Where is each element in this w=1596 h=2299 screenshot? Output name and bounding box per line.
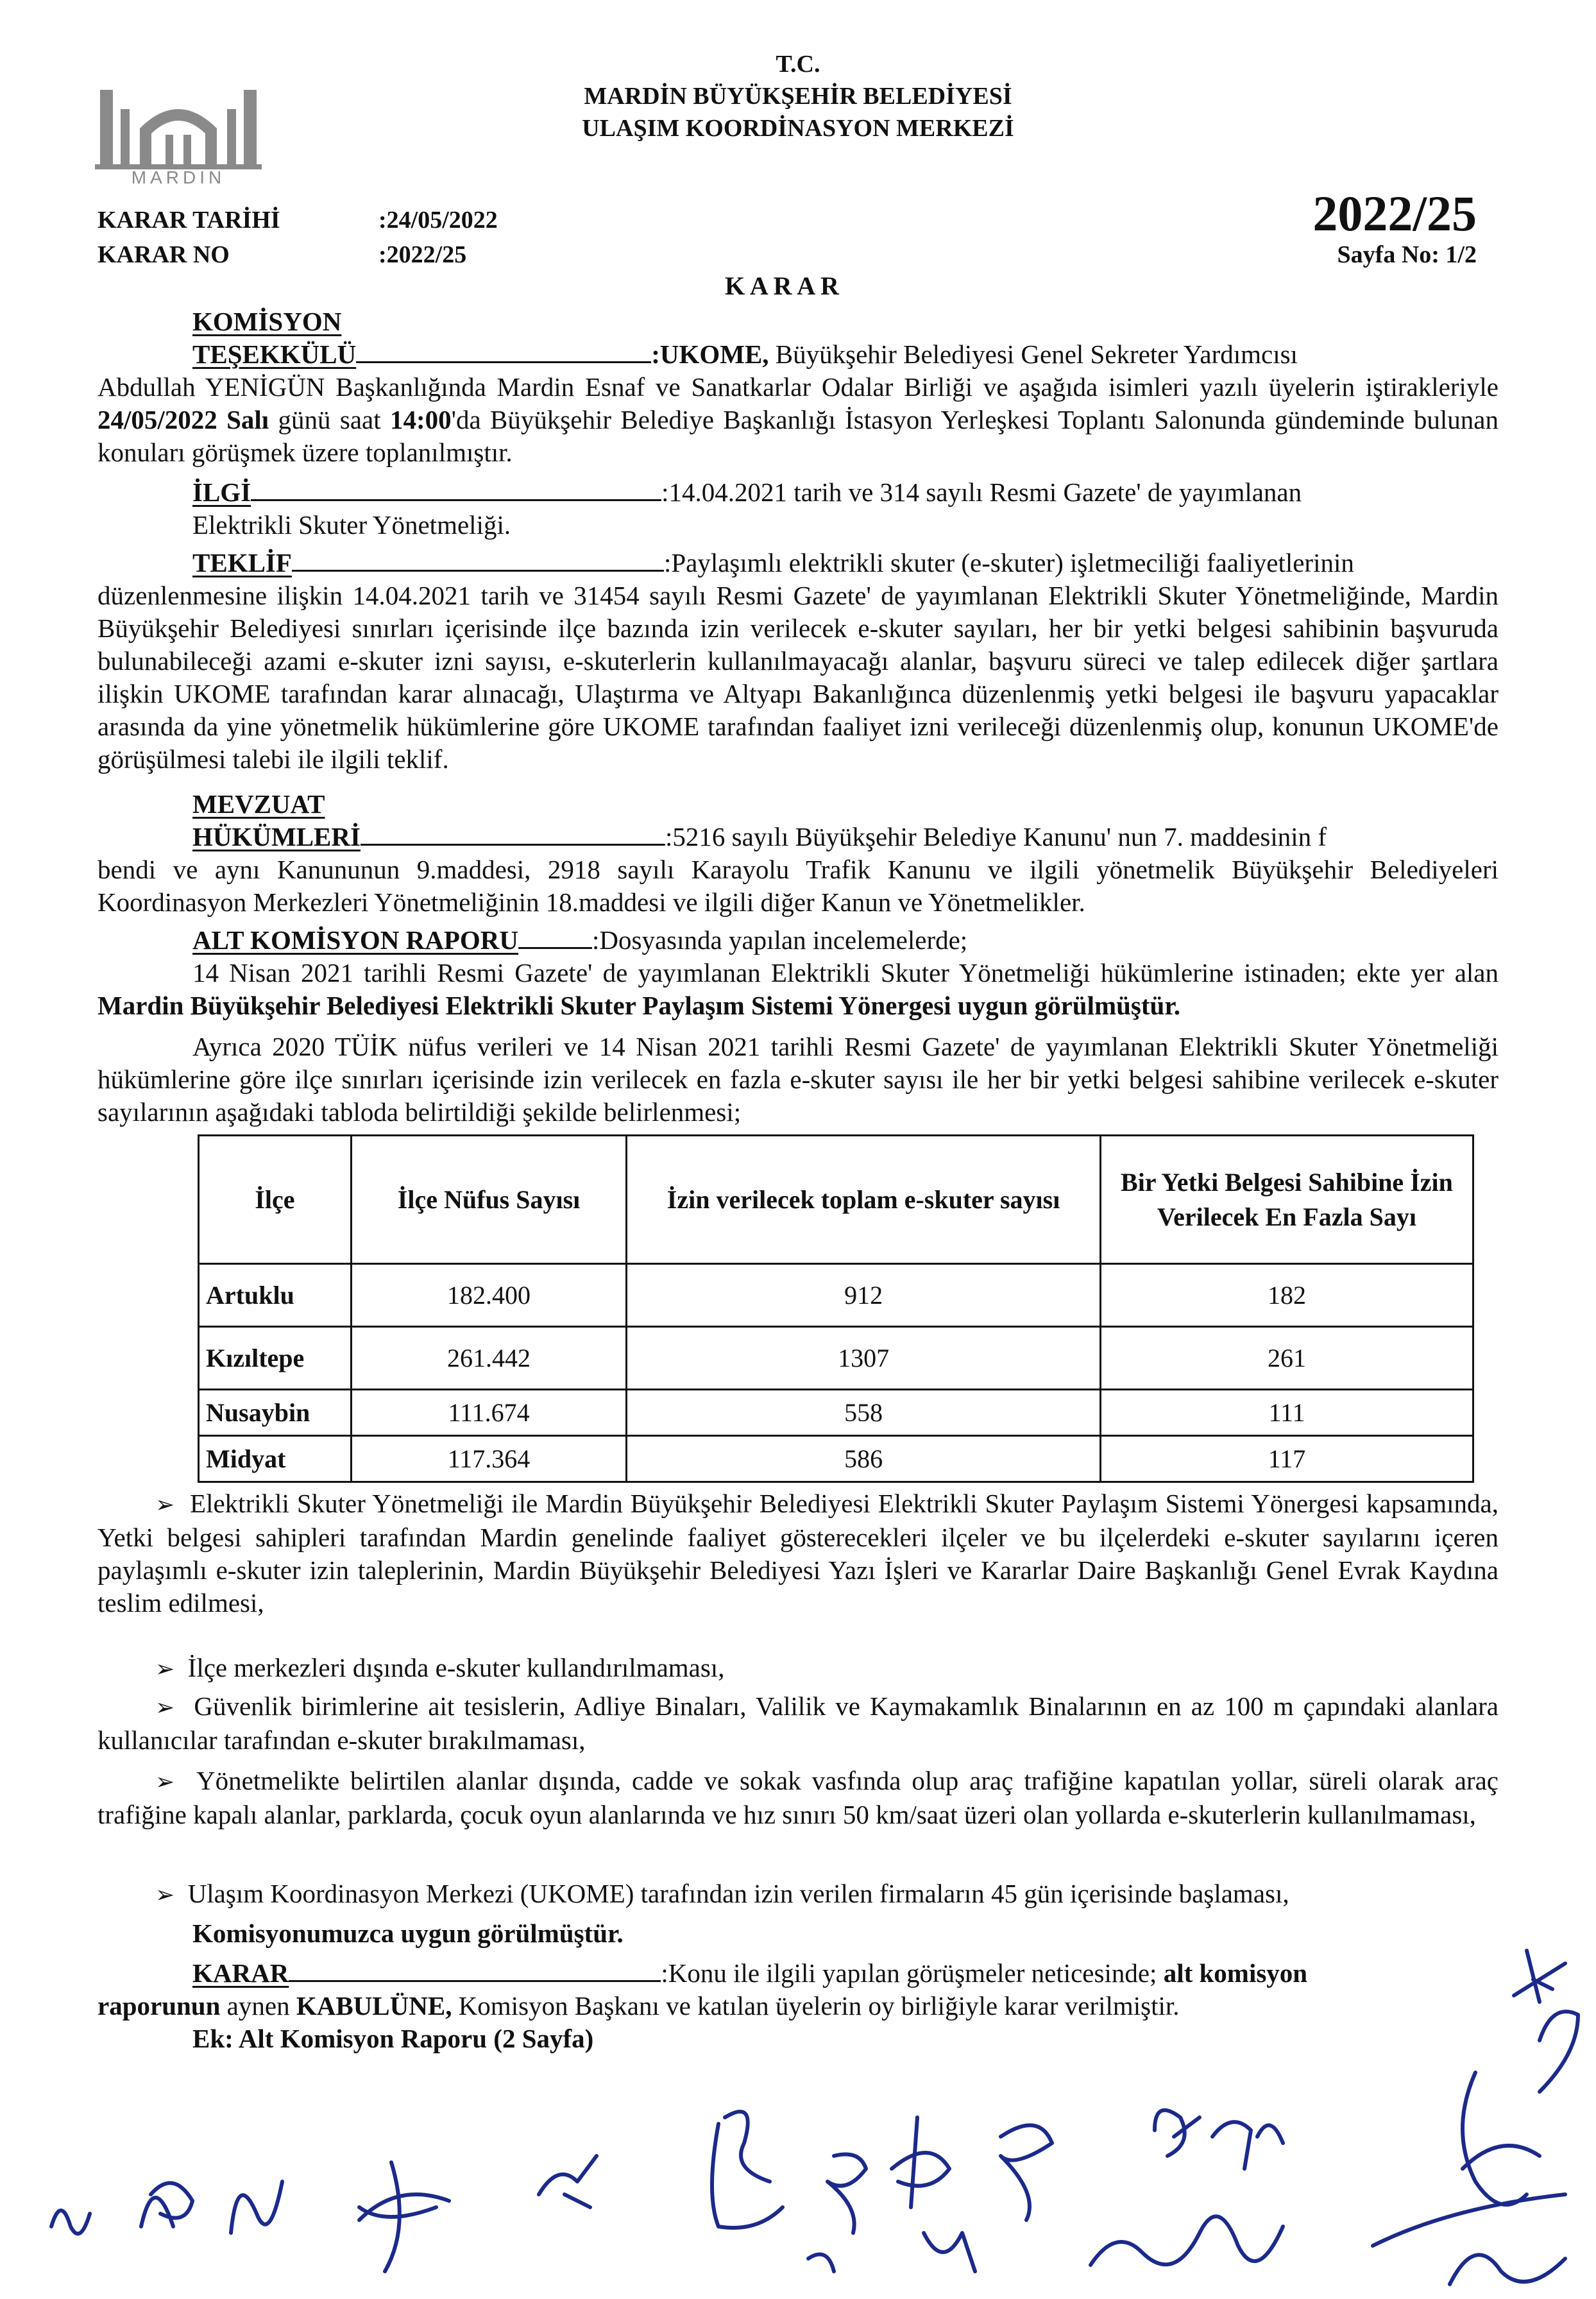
alt-komisyon-paragraph-2: Ayrıca 2020 TÜİK nüfus verileri ve 14 Nisan 2021 tarihli Resmi Gazete' de yayımlanan Elektrikli Skuter Yönetmeliği hükümlerine göre ilçe sınırları içerisinde izin verilecek en fazla e-skuter sayısı ile her bir yetki belgesi sahibine verilecek e-skuter sayılarının aşağıdaki tabloda belirtildiği şekilde belirlenmesi; [98,1032,1498,1127]
table-cell: Midyat [199,1436,352,1482]
signature-mark [808,2155,866,2272]
table-cell: 912 [627,1264,1101,1327]
signature-mark [1155,2110,1283,2169]
table-row [199,1264,1473,1327]
signature-mark [892,2117,975,2271]
arrow-bullet-icon: ➢ [155,1695,175,1721]
table-header-row [199,1136,1473,1264]
mevzuat-paragraph: bendi ve aynı Kanununun 9.maddesi, 2918 sayılı Karayolu Trafik Kanunu ve ilgili yönetmelik Büyükşehir Belediyeleri Koordinasyon Merkezleri Yönetmeliğinin 18.maddesi ve ilgili diğer Kanun ve Yönetmelikler. [98,855,1498,917]
signature-mark [1373,2194,1565,2284]
e-scooter-table [198,1134,1474,1483]
table-cell: 182.400 [351,1264,626,1327]
mevzuat-label-1: MEVZUAT [192,789,325,819]
signature-mark [1091,2216,1283,2265]
document-title: K A R A R [725,271,839,300]
table-cell: 261.442 [351,1327,626,1390]
signature-mark [231,2182,282,2233]
table-cell: 182 [1100,1264,1473,1327]
arrow-bullet-icon: ➢ [155,1656,175,1682]
signature-mark [1463,2012,1578,2205]
karar-line: KARAR :Konu ile ilgili yapılan görüşmeler neticesinde; alt komisyon [192,1958,1308,1988]
teklif-paragraph: düzenlenmesine ilişkin 14.04.2021 tarih ve 31454 sayılı Resmi Gazete' de yayımlanan Elektrikli Skuter Yönetmeliğinde, Mardin Büyükşehir Belediyesi sınırları içerisinde ilçe bazında izin verilecek e-skuter sayıları, her bir yetki belgesi sahibinin başvuruda bulunabileceği azami e-skuter izni sayısı, e-skuterlerin kullanılmayacağı alanlar, başvuru süreci ve talep edilecek diğer şartlara ilişkin UKOME tarafından karar alınacağı, Ulaştırma ve Altyapı Bakanlığınca düzenlenmiş yetki belgesi ile başvuru yapacaklar arasında da yine yönetmelik hükümlerine göre UKOME tarafından faaliyet izni verileceği düzenlenmiş olup, konunun UKOME'de görüşülmesi talebi ile ilgili teklif. [98,581,1498,774]
bullet-item: ➢ Yönetmelikte belirtilen alanlar dışında, cadde ve sokak vasfında olup araç trafiğine kapatılan yollar, süreli olarak araç trafiğine kapalı alanlar, parklarda, çocuk oyun alanlarında ve hız sınırı 50 km/saat üzeri olan yollarda e-skuterlerin kullanılmaması, [98,1766,1499,1829]
table-cell: 558 [627,1390,1101,1436]
table-cell: 111 [1100,1390,1473,1436]
arrow-bullet-icon: ➢ [155,1769,175,1795]
table-cell: 261 [1100,1327,1473,1390]
arrow-bullet-icon: ➢ [155,1492,175,1518]
table-cell: Nusaybin [199,1390,352,1436]
table-row [199,1436,1473,1482]
arrow-bullet-icon: ➢ [155,1882,175,1908]
header-tc: T.C. [776,51,820,78]
table-header: Bir Yetki Belgesi Sahibine İzin Verilecek En Fazla Sayı [1100,1136,1473,1264]
table-cell: Kızıltepe [199,1327,352,1390]
table-row [199,1390,1473,1436]
no-label: KARAR NO [98,241,230,268]
table-cell: 586 [627,1436,1101,1482]
attachment-note: Ek: Alt Komisyon Raporu (2 Sayfa) [192,2024,594,2053]
table-row [199,1327,1473,1390]
table-cell: 1307 [627,1327,1101,1390]
no-value: :2022/25 [378,241,467,268]
signature-mark [1514,1951,1565,2002]
table-header: İlçe Nüfus Sayısı [351,1136,626,1264]
decision-number-large: 2022/25 [1312,185,1477,241]
table-cell: 111.674 [351,1390,626,1436]
signature-mark [712,2112,783,2228]
komisyon-paragraph: Abdullah YENİGÜN Başkanlığında Mardin Esnaf ve Sanatkarlar Odalar Birliği ve aşağıda isimleri yazılı üyelerin iştirakleriyle 24/05/2022 Salı günü saat 14:00'da Büyükşehir Belediye Başkanlığı İstasyon Yerleşkesi Toplantı Salonunda gündeminde bulunan konuları görüşmek üzere toplanılmıştır. [98,372,1499,467]
logo-text: MARDİN [131,167,226,186]
table-cell: Artuklu [199,1264,352,1327]
mevzuat-line: HÜKÜMLERİ :5216 sayılı Büyükşehir Belediye Kanunu' nun 7. maddesinin f [192,822,1327,851]
signature-mark [539,2156,597,2207]
signature-mark [359,2162,449,2271]
komisyon-label-1: KOMİSYON [192,307,342,336]
table-cell: 117.364 [351,1436,626,1482]
signature-mark [51,2210,90,2234]
teklif-line: TEKLİF :Paylaşımlı elektrikli skuter (e-skuter) işletmeciliği faaliyetlerinin [192,548,1354,577]
date-label: KARAR TARİHİ [98,207,280,234]
bullet-item: ➢ Elektrikli Skuter Yönetmeliği ile Mardin Büyükşehir Belediyesi Elektrikli Skuter Paylaşım Sistemi Yönergesi kapsamında, Yetki belgesi sahipleri tarafından Mardin genelinde faaliyet gösterecekleri ilçeler ve bu ilçelerdeki e-skuter sayılarını içeren paylaşımlı e-skuter izin taleplerinin, Mardin Büyükşehir Belediyesi Yazı İşleri ve Kararlar Daire Başkanlığı Genel Evrak Kaydına teslim edilmesi, [98,1489,1498,1618]
alt-komisyon-line: ALT KOMİSYON RAPORU :Dosyasında yapılan incelemelerde; [192,925,968,955]
ilgi-line: İLGİ :14.04.2021 tarih ve 314 sayılı Resmi Gazete' de yayımlanan [192,477,1302,507]
alt-komisyon-paragraph-1: 14 Nisan 2021 tarihli Resmi Gazete' de yayımlanan Elektrikli Skuter Yönetmeliği hükümlerine istinaden; ekte yer alan Mardin Büyükşehir Belediyesi Elektrikli Skuter Paylaşım Sistemi Yönergesi uygun görülmüştür. [98,958,1498,1020]
karar-line-2: raporunun aynen KABULÜNE, Komisyon Başkanı ve katılan üyelerin oy birliğiyle karar verilmiştir. [98,1991,1180,2021]
header-center: ULAŞIM KOORDİNASYON MERKEZİ [582,115,1014,142]
signature-mark [1001,2125,1052,2220]
approval-text: Komisyonumuzca uygun görülmüştür. [192,1919,624,1948]
ilgi-line-2: Elektrikli Skuter Yönetmeliği. [192,510,511,540]
page-number: Sayfa No: 1/2 [1337,241,1477,268]
header-municipality: MARDİN BÜYÜKŞEHİR BELEDİYESİ [584,83,1012,110]
bullet-item: ➢ Güvenlik birimlerine ait tesislerin, Adliye Binaları, Valilik ve Kaymakamlık Binalarının en az 100 m çapındaki alanlara kullanıcılar tarafından e-skuter bırakılmaması, [98,1691,1498,1755]
bullet-item: ➢ İlçe merkezleri dışında e-skuter kullandırılmaması, [155,1653,725,1682]
table-cell: 117 [1100,1436,1473,1482]
komisyon-line-1: TEŞEKKÜLÜ :UKOME, Büyükşehir Belediyesi Genel Sekreter Yardımcısı [192,339,1298,369]
signatures [0,1925,1596,2299]
table-header: İlçe [199,1136,352,1264]
table-header: İzin verilecek toplam e-skuter sayısı [627,1136,1101,1264]
bullet-item: ➢ Ulaşım Koordinasyon Merkezi (UKOME) tarafından izin verilen firmaların 45 gün içerisinde başlaması, [155,1879,1289,1908]
date-value: :24/05/2022 [378,207,498,234]
signature-mark [141,2183,192,2226]
